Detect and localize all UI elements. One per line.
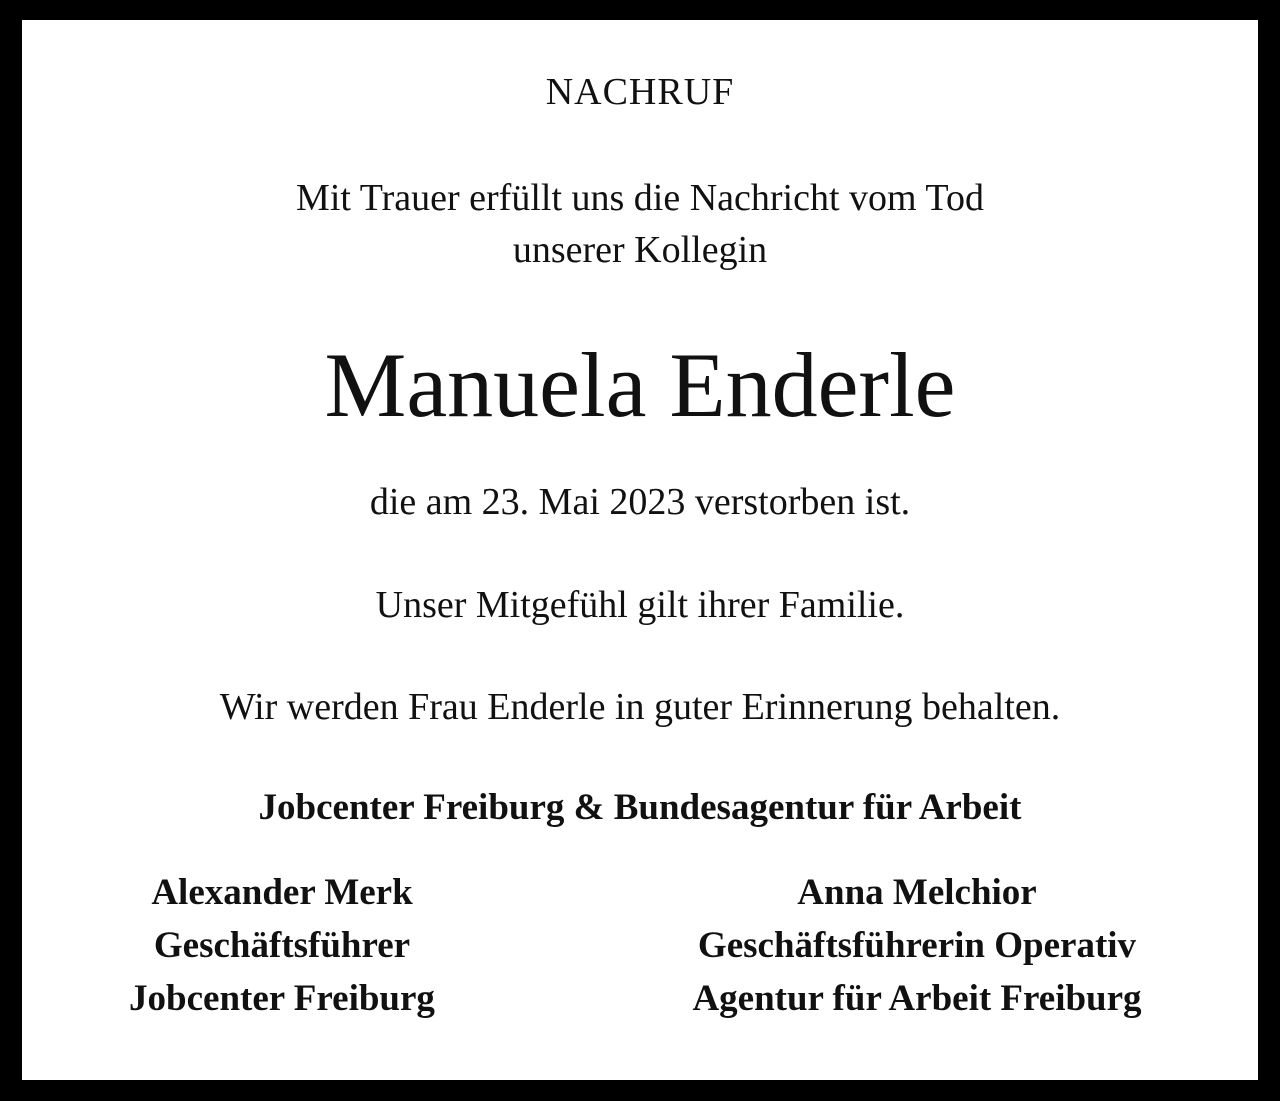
sympathy-line: Unser Mitgefühl gilt ihrer Familie.	[375, 584, 905, 626]
signer-institution: Agentur für Arbeit Freiburg	[692, 978, 1142, 1019]
notice-heading: NACHRUF	[545, 71, 735, 113]
signer-institution: Jobcenter Freiburg	[129, 978, 435, 1019]
intro-line-1: Mit Trauer erfüllt uns die Nachricht vom Tod	[296, 177, 984, 219]
deceased-name: Manuela Enderle	[324, 334, 956, 436]
intro-text	[22, 172, 1258, 276]
signer-name: Alexander Merk	[151, 872, 413, 913]
signer-title: Geschäftsführer	[153, 925, 411, 966]
obituary-notice	[22, 20, 1258, 1080]
organization-name: Jobcenter Freiburg & Bundesagentur für Arbeit	[258, 787, 1022, 828]
memory-line: Wir werden Frau Enderle in guter Erinnerung behalten.	[219, 686, 1061, 728]
signer-right	[652, 866, 1182, 1025]
intro-line-2: unserer Kollegin	[512, 229, 768, 271]
signer-left	[92, 866, 472, 1025]
signer-name: Anna Melchior	[797, 872, 1037, 913]
death-date-line: die am 23. Mai 2023 verstorben ist.	[369, 481, 911, 523]
signer-title: Geschäftsführerin Operativ	[697, 925, 1137, 966]
